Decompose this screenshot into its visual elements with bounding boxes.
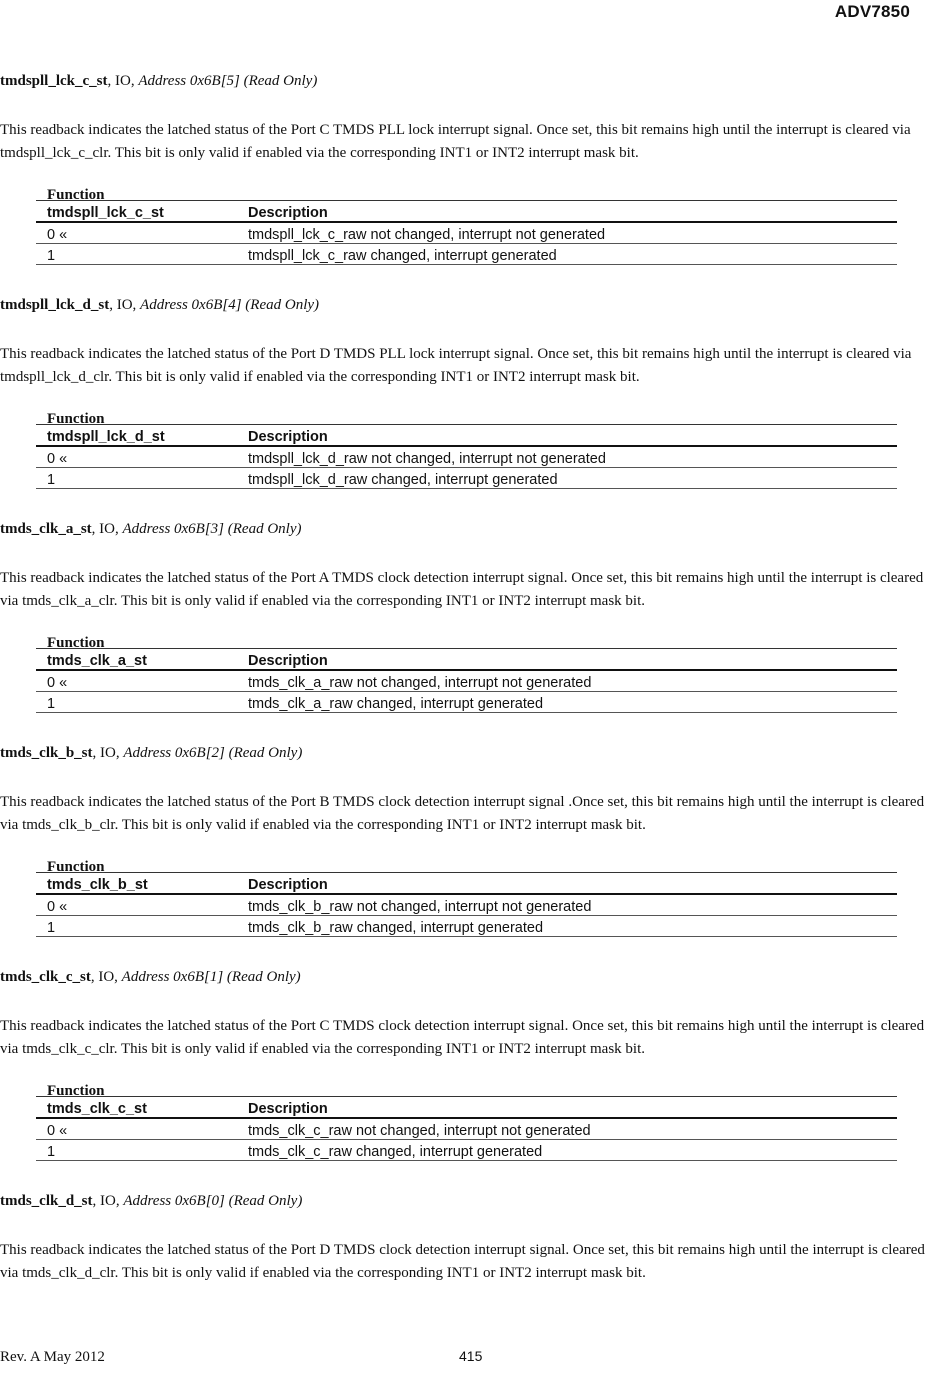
table-cell: 1 <box>36 244 237 265</box>
register-heading <box>0 969 301 986</box>
function-table <box>36 1096 897 1161</box>
register-access: , IO, <box>92 1193 124 1209</box>
table-row <box>36 468 897 489</box>
table-cell: tmdspll_lck_c_raw changed, interrupt generated <box>237 244 897 265</box>
register-access: , IO, <box>90 969 122 985</box>
table-header-cell: tmds_clk_b_st <box>36 873 237 895</box>
table-cell: 1 <box>36 692 237 713</box>
register-access: , IO, <box>107 73 139 89</box>
register-address: Address 0x6B[0] (Read Only) <box>123 1193 303 1209</box>
function-table <box>36 200 897 265</box>
register-address: Address 0x6B[4] (Read Only) <box>140 297 320 313</box>
function-table <box>36 648 897 713</box>
register-address: Address 0x6B[1] (Read Only) <box>121 969 301 985</box>
register-heading <box>0 521 302 538</box>
register-access: , IO, <box>109 297 141 313</box>
table-cell: 0 « <box>36 894 237 916</box>
table-header-row <box>36 873 897 895</box>
table-cell: tmds_clk_c_raw not changed, interrupt not generated <box>237 1118 897 1140</box>
register-description: This readback indicates the latched status of the Port C TMDS PLL lock interrupt signal. Once set, this bit remains high until the interrupt is cleared via tmdspll_lck_c_clr. This bit is only valid if enabled via the corresponding INT1 or INT2 interrupt mask bit. <box>0 122 911 161</box>
register-address: Address 0x6B[3] (Read Only) <box>122 521 302 537</box>
table-header-row <box>36 649 897 671</box>
document-header-title: ADV7850 <box>834 2 910 21</box>
register-name: tmds_clk_d_st <box>0 1193 93 1209</box>
function-table <box>36 872 897 937</box>
table-cell: tmds_clk_b_raw not changed, interrupt not generated <box>237 894 897 916</box>
table-row <box>36 244 897 265</box>
table-row <box>36 222 897 244</box>
table-header-cell: Description <box>237 425 897 447</box>
register-name: tmdspll_lck_d_st <box>0 297 110 313</box>
table-header-cell: Description <box>237 201 897 223</box>
register-heading <box>0 1193 302 1210</box>
table-row <box>36 446 897 468</box>
function-label: Function <box>47 859 105 875</box>
table-cell: tmdspll_lck_c_raw not changed, interrupt not generated <box>237 222 897 244</box>
register-description: This readback indicates the latched status of the Port C TMDS clock detection interrupt signal. Once set, this bit remains high until the interrupt is cleared via tmds_clk_c_clr. This bit is only valid if enabled via the corresponding INT1 or INT2 interrupt mask bit. <box>0 1018 925 1057</box>
register-name: tmdspll_lck_c_st <box>0 73 108 89</box>
table-row <box>36 670 897 692</box>
table-cell: tmds_clk_a_raw not changed, interrupt not generated <box>237 670 897 692</box>
table-row <box>36 1118 897 1140</box>
table-header-cell: Description <box>237 1097 897 1119</box>
table-header-row <box>36 425 897 447</box>
table-header-cell: tmds_clk_c_st <box>36 1097 237 1119</box>
table-row <box>36 916 897 937</box>
register-description: This readback indicates the latched status of the Port D TMDS clock detection interrupt signal. Once set, this bit remains high until the interrupt is cleared via tmds_clk_d_clr. This bit is only valid if enabled via the corresponding INT1 or INT2 interrupt mask bit. <box>0 1242 925 1281</box>
table-cell: tmds_clk_c_raw changed, interrupt generated <box>237 1140 897 1161</box>
register-access: , IO, <box>91 521 123 537</box>
table-cell: 0 « <box>36 670 237 692</box>
function-label: Function <box>47 1083 105 1099</box>
table-header-cell: tmds_clk_a_st <box>36 649 237 671</box>
register-access: , IO, <box>92 745 124 761</box>
table-row <box>36 692 897 713</box>
function-label: Function <box>47 411 105 427</box>
table-cell: 1 <box>36 1140 237 1161</box>
table-cell: 1 <box>36 468 237 489</box>
page-number: 415 <box>459 1348 483 1364</box>
function-table <box>36 424 897 489</box>
register-address: Address 0x6B[5] (Read Only) <box>138 73 318 89</box>
table-cell: 0 « <box>36 1118 237 1140</box>
table-cell: 0 « <box>36 446 237 468</box>
register-name: tmds_clk_a_st <box>0 521 92 537</box>
table-cell: 0 « <box>36 222 237 244</box>
table-cell: tmds_clk_b_raw changed, interrupt generated <box>237 916 897 937</box>
register-description: This readback indicates the latched status of the Port D TMDS PLL lock interrupt signal. Once set, this bit remains high until the interrupt is cleared via tmdspll_lck_d_clr. This bit is only valid if enabled via the corresponding INT1 or INT2 interrupt mask bit. <box>0 346 912 385</box>
register-heading <box>0 73 317 90</box>
table-cell: tmdspll_lck_d_raw changed, interrupt generated <box>237 468 897 489</box>
table-header-cell: tmdspll_lck_d_st <box>36 425 237 447</box>
table-header-cell: tmdspll_lck_c_st <box>36 201 237 223</box>
register-description: This readback indicates the latched status of the Port A TMDS clock detection interrupt signal. Once set, this bit remains high until the interrupt is cleared via tmds_clk_a_clr. This bit is only valid if enabled via the corresponding INT1 or INT2 interrupt mask bit. <box>0 570 924 609</box>
register-heading <box>0 297 319 314</box>
register-heading <box>0 745 302 762</box>
table-header-row <box>36 1097 897 1119</box>
table-cell: tmdspll_lck_d_raw not changed, interrupt not generated <box>237 446 897 468</box>
table-cell: tmds_clk_a_raw changed, interrupt generated <box>237 692 897 713</box>
function-label: Function <box>47 187 105 203</box>
register-name: tmds_clk_b_st <box>0 745 93 761</box>
register-address: Address 0x6B[2] (Read Only) <box>123 745 303 761</box>
footer-revision: Rev. A May 2012 <box>0 1349 105 1365</box>
table-cell: 1 <box>36 916 237 937</box>
register-name: tmds_clk_c_st <box>0 969 91 985</box>
register-description: This readback indicates the latched status of the Port B TMDS clock detection interrupt signal .Once set, this bit remains high until the interrupt is cleared via tmds_clk_b_clr. This bit is only valid if enabled via the corresponding INT1 or INT2 interrupt mask bit. <box>0 794 925 833</box>
table-header-row <box>36 201 897 223</box>
table-row <box>36 894 897 916</box>
table-header-cell: Description <box>237 873 897 895</box>
table-row <box>36 1140 897 1161</box>
function-label: Function <box>47 635 105 651</box>
table-header-cell: Description <box>237 649 897 671</box>
